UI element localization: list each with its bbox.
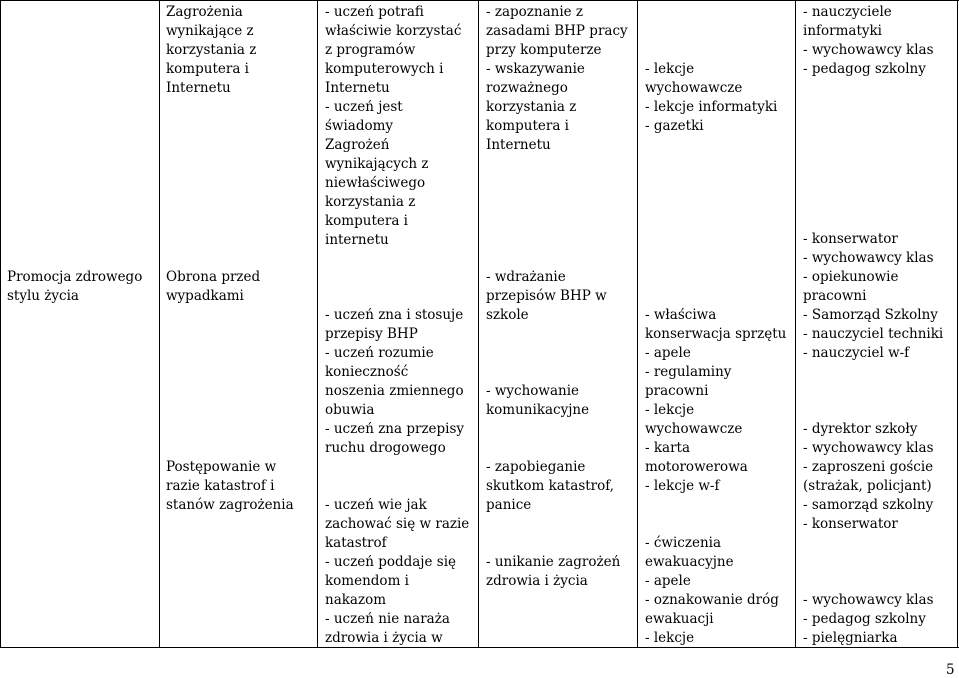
table-border-left <box>0 0 1 648</box>
cell-konserwacja: - właściwa konserwacja sprzętu - apele - regulaminy pracowni - lekcje wychowawcze - karta motorowerowa - lekcje w-f <box>645 307 787 494</box>
cell-cwiczenia: - ćwiczenia ewakuacyjne - apele - oznakowanie dróg ewakuacji - lekcje <box>645 535 779 646</box>
column-divider-2 <box>317 0 318 648</box>
cell-unikanie: - unikanie zagrożeń zdrowia i życia <box>486 554 621 589</box>
column-divider-5 <box>795 0 796 648</box>
cell-zasady: - zapoznanie z zasadami BHP pracy przy komputerze - wskazywanie rozważnego korzystania z komputera i Internetu <box>486 4 628 153</box>
cell-wychowanie: - wychowanie komunikacyjne <box>486 383 590 418</box>
cell-bhp-goals: - uczeń zna i stosuje przepisy BHP - uczeń rozumie konieczność noszenia zmiennego obuwia - uczeń zna przepisy ruchu drogowego <box>325 307 465 456</box>
table-border-top <box>0 0 959 1</box>
cell-wdrazanie: - wdrażanie przepisów BHP w szkole <box>486 269 607 323</box>
cell-zagrozenia: Zagrożenia wynikające z korzystania z komputera i Internetu <box>166 4 257 96</box>
column-divider-3 <box>478 0 479 648</box>
table-border-right <box>957 0 958 648</box>
cell-dyrektor-people: - dyrektor szkoły - wychowawcy klas - zaproszeni goście (strażak, policjant) - samorząd szkolny - konserwator <box>803 421 934 532</box>
column-divider-1 <box>159 0 160 648</box>
cell-katastrofy-goals: - uczeń wie jak zachować się w razie katastrof - uczeń poddaje się komendom i nakazom - uczeń nie naraża zdrowia i życia w <box>325 497 470 646</box>
page-number: 5 <box>946 662 955 678</box>
cell-zapobieganie: - zapobieganie skutkom katastrof, panice <box>486 459 615 513</box>
cell-informatyka-people: - nauczyciele informatyki - wychowawcy klas - pedagog szkolny <box>803 4 934 77</box>
cell-postepowanie: Postępowanie w razie katastrof i stanów zagrożenia <box>166 459 294 513</box>
cell-konserwator-people: - konserwator - wychowawcy klas - opiekunowie pracowni - Samorząd Szkolny - nauczyciel techniki - nauczyciel w-f <box>803 231 944 361</box>
column-divider-4 <box>637 0 638 648</box>
cell-obrona: Obrona przed wypadkami <box>166 269 261 304</box>
cell-promocja: Promocja zdrowego stylu życia <box>7 269 143 304</box>
cell-komputer-goals: - uczeń potrafi właściwie korzystać z programów komputerowych i Internetu - uczeń jest świadomy Zagrożeń wynikających z niewłaściwego korzystania z komputera i internetu <box>325 4 462 248</box>
cell-wychowawcy-people: - wychowawcy klas - pedagog szkolny - pielęgniarka <box>803 592 934 646</box>
cell-lekcje: - lekcje wychowawcze - lekcje informatyki - gazetki <box>645 61 778 134</box>
